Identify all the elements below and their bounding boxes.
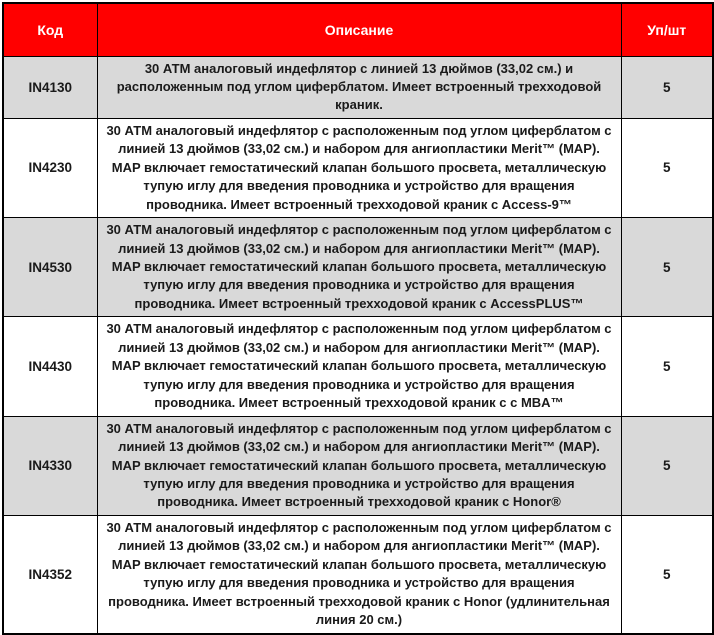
table-row: [3, 515, 713, 633]
pack-quantity: 5: [621, 118, 713, 217]
pack-quantity: 5: [621, 56, 713, 118]
header-row: [3, 3, 713, 56]
product-description: 30 АТМ аналоговый индефлятор с расположенным под углом циферблатом с линией 13 дюймов (33,02 см.) и набором для ангиопластики Merit™ (MAP). MAP включает гемостатический клапан большого просвета, металлическую тупую иглу для введения проводника и устройство для вращения проводника. Имеет встроенный трехходовой краник с с MBA™: [97, 317, 621, 416]
product-description: 30 АТМ аналоговый индефлятор с расположенным под углом циферблатом с линией 13 дюймов (33,02 см.) и набором для ангиопластики Merit™ (MAP). MAP включает гемостатический клапан большого просвета, металлическую тупую иглу для введения проводника и устройство для вращения проводника. Имеет встроенный трехходовой краник с Honor (удлинительная линия 20 см.): [97, 515, 621, 633]
product-code: IN4330: [3, 416, 97, 515]
table-row: [3, 416, 713, 515]
table-row: [3, 56, 713, 118]
column-header-code: Код: [3, 3, 97, 56]
table-row: [3, 317, 713, 416]
product-code: IN4230: [3, 118, 97, 217]
product-table: [2, 2, 714, 635]
product-code: IN4430: [3, 317, 97, 416]
pack-quantity: 5: [621, 515, 713, 633]
product-description: 30 АТМ аналоговый индефлятор с линией 13 дюймов (33,02 см.) и расположенным под углом циферблатом. Имеет встроенный трехходовой краник.: [97, 56, 621, 118]
table-row: [3, 118, 713, 217]
product-code: IN4352: [3, 515, 97, 633]
product-description: 30 АТМ аналоговый индефлятор с расположенным под углом циферблатом с линией 13 дюймов (33,02 см.) и набором для ангиопластики Merit™ (MAP). MAP включает гемостатический клапан большого просвета, металлическую тупую иглу для введения проводника и устройство для вращения проводника. Имеет встроенный трехходовой краник с Access-9™: [97, 118, 621, 217]
pack-quantity: 5: [621, 218, 713, 317]
column-header-description: Описание: [97, 3, 621, 56]
table-row: [3, 218, 713, 317]
table-body: [3, 56, 713, 634]
product-description: 30 АТМ аналоговый индефлятор с расположенным под углом циферблатом с линией 13 дюймов (33,02 см.) и набором для ангиопластики Merit™ (MAP). MAP включает гемостатический клапан большого просвета, металлическую тупую иглу для введения проводника и устройство для вращения проводника. Имеет встроенный трехходовой краник с Honor®: [97, 416, 621, 515]
product-code: IN4530: [3, 218, 97, 317]
product-code: IN4130: [3, 56, 97, 118]
pack-quantity: 5: [621, 416, 713, 515]
pack-quantity: 5: [621, 317, 713, 416]
column-header-pack: Уп/шт: [621, 3, 713, 56]
product-description: 30 АТМ аналоговый индефлятор с расположенным под углом циферблатом с линией 13 дюймов (33,02 см.) и набором для ангиопластики Merit™ (MAP). MAP включает гемостатический клапан большого просвета, металлическую тупую иглу для введения проводника и устройство для вращения проводника. Имеет встроенный трехходовой краник с AccessPLUS™: [97, 218, 621, 317]
